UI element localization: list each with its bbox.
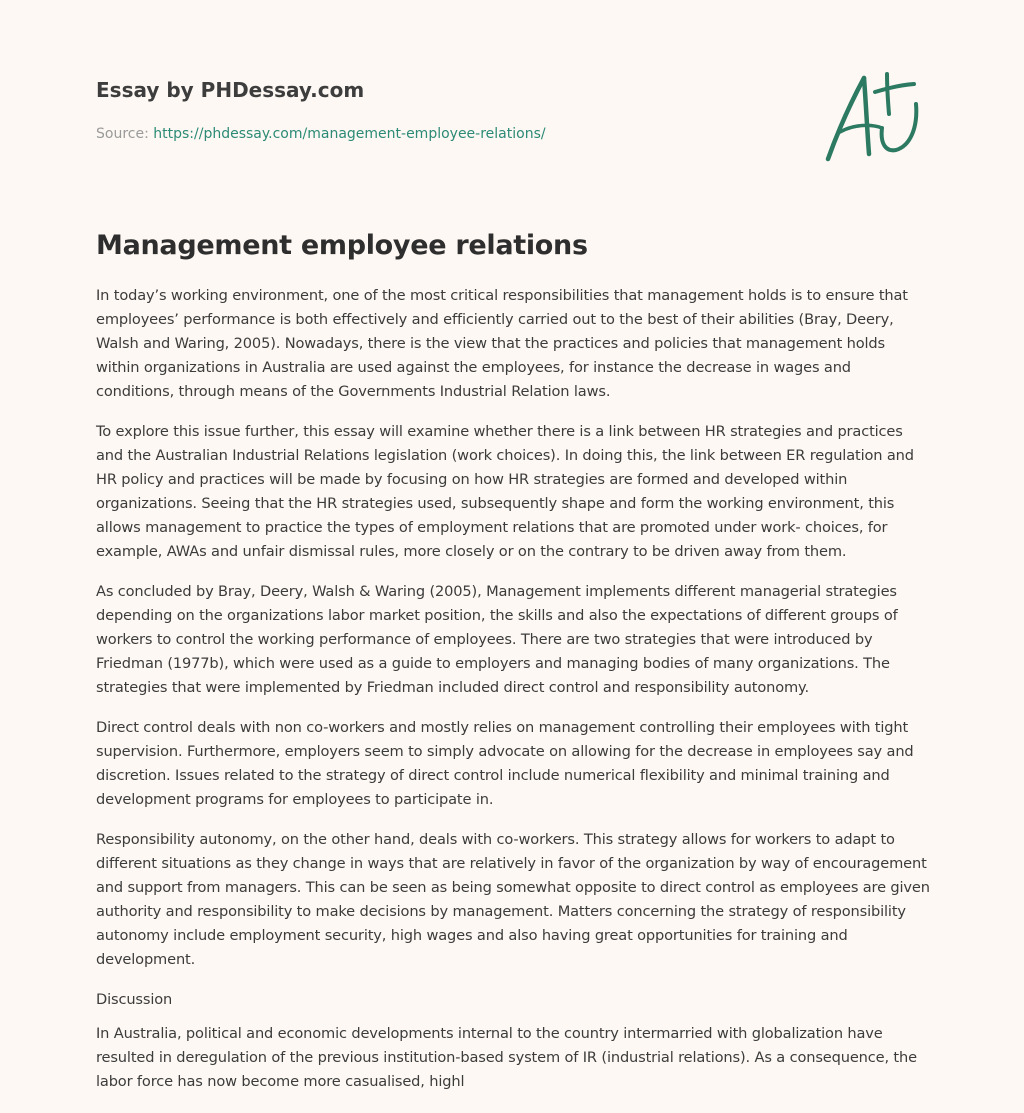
section-heading: Discussion	[96, 991, 173, 1008]
essay-title: Management employee relations	[96, 230, 588, 261]
essay-body	[96, 284, 932, 1110]
essay-paragraph: As concluded by Bray, Deery, Walsh & Waring (2005), Management implements different managerial strategies depending on the organizations labor market position, the skills and also the expectations of different groups of workers to control the working performance of employees. There are two strategies that were introduced by Friedman (1977b), which were used as a guide to employers and managing bodies of many organizations. The strategies that were implemented by Friedman included direct control and responsibility autonomy.	[96, 583, 898, 696]
a-plus-logo-svg	[820, 66, 930, 166]
essay-paragraph: In today’s working environment, one of the most critical responsibilities that management holds is to ensure that employees’ performance is both effectively and efficiently carried out to the best of their abilities (Bray, Deery, Walsh and Waring, 2005). Nowadays, there is the view that the practices and policies that management holds within organizations in Australia are used against the employees, for instance the decrease in wages and conditions, through means of the Governments Industrial Relation laws.	[96, 287, 908, 400]
essay-paragraph: Direct control deals with non co-workers and mostly relies on management controlling their employees with tight supervision. Furthermore, employers seem to simply advocate on allowing for the decrease in employees say and discretion. Issues related to the strategy of direct control include numerical flexibility and minimal training and development programs for employees to participate in.	[96, 719, 914, 808]
source-line	[96, 124, 816, 144]
essay-paragraph: Responsibility autonomy, on the other hand, deals with co-workers. This strategy allows for workers to adapt to different situations as they change in ways that are relatively in favor of the organization by way of encouragement and support from managers. This can be seen as being somewhat opposite to direct control as employees are given authority and responsibility to make decisions by management. Matters concerning the strategy of responsibility autonomy include employment security, high wages and also having great opportunities for training and development.	[96, 831, 930, 968]
source-link[interactable]: https://phdessay.com/management-employee-relations/	[153, 126, 546, 142]
essay-paragraph: To explore this issue further, this essay will examine whether there is a link between HR strategies and practices and the Australian Industrial Relations legislation (work choices). In doing this, the link between ER regulation and HR policy and practices will be made by focusing on how HR strategies are formed and developed within organizations. Seeing that the HR strategies used, subsequently shape and form the working environment, this allows management to practice the types of employment relations that are promoted under work- choices, for example, AWAs and unfair dismissal rules, more closely or on the contrary to be driven away from them.	[96, 423, 914, 560]
brand-title: Essay by PHDessay.com	[96, 78, 365, 102]
essay-paragraph: In Australia, political and economic developments internal to the country intermarried with globalization have resulted in deregulation of the previous institution-based system of IR (industrial relations). As a consequence, the labor force has now become more casualised, highl	[96, 1025, 917, 1090]
a-plus-logo-icon	[820, 66, 930, 166]
page-header	[96, 76, 816, 144]
source-label: Source:	[96, 126, 154, 142]
